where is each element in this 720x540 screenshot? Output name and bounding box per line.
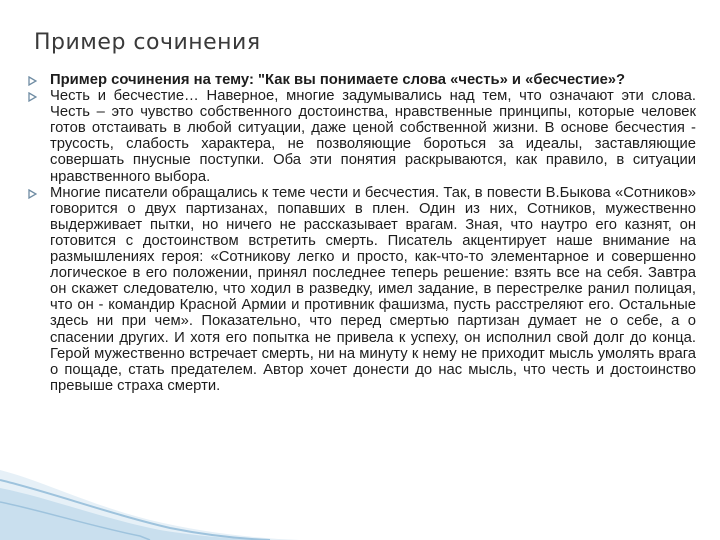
triangle-bullet-icon	[24, 185, 50, 199]
bullet-text: Пример сочинения на тему: "Как вы понимаете слова «честь» и «бесчестие»?	[50, 72, 626, 88]
slide-content	[24, 72, 696, 394]
bullet-text: Многие писатели обращались к теме чести и бесчестия. Так, в повести В.Быкова «Сотников» говорится о двух партизанах, попавших в плен. Один из них, Сотников, мужественно выдерживает пытки, но ничего не рассказывает врагам. Зная, что наутро его казнят, он готовится с достоинством встретить смерть. Писатель акцентирует наше внимание на размышлениях героя: «Сотникову легко и просто, как-что-то элементарное и совершенно логическое в его положении, принял последнее теперь решение: взять все на себя. Завтра он скажет следователю, что ходил в разведку, имел задание, в перестрелке ранил полицая, что он - командир Красной Армии и противник фашизма, пусть расстреляют его. Остальные здесь ни при чем». Показательно, что перед смертью партизан думает не о себе, а о спасении других. И хотя его попытка не привела к успеху, он исполнил свой долг до конца. Герой мужественно встречает смерть, ни на минуту к нему не приходит мысль умолять врага о пощаде, стать предателем. Автор хочет донести до нас мысль, что честь и достоинство превыше страха смерти.	[50, 184, 696, 394]
bullet-item	[24, 72, 696, 88]
decorative-swoosh	[0, 410, 300, 540]
triangle-bullet-icon	[24, 88, 50, 102]
bullet-text: Честь и бесчестие… Наверное, многие задумывались над тем, что означают эти слова. Честь – это чувство собственного достоинства, нравственные принципы, которые человек готов отстаивать в любой ситуации, даже ценой собственной жизни. В основе бесчестия - трусость, слабость характера, не позволяющие бороться за идеалы, заставляющие совершать пнусные поступки. Оба эти понятия раскрываются, как правило, в ситуации нравственного выбора.	[50, 88, 696, 185]
bullet-item	[24, 185, 696, 394]
slide-title: Пример сочинения	[34, 30, 261, 55]
triangle-bullet-icon	[24, 72, 50, 86]
bullet-item	[24, 88, 696, 185]
